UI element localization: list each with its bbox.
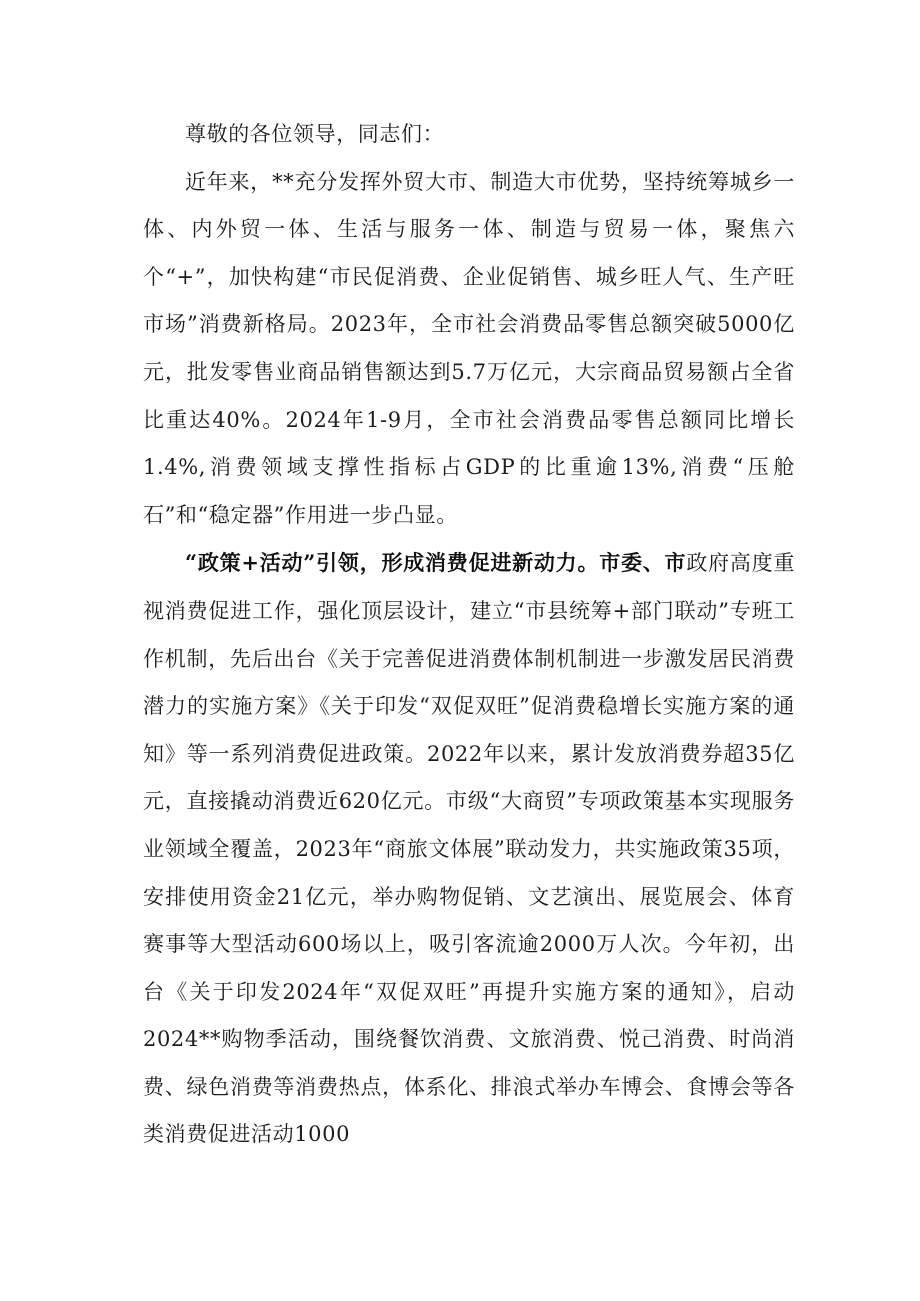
- paragraph-policy-text: 政府高度重视消费促进工作，强化顶层设计，建立“市县统筹+部门联动”专班工作机制，先后出台《关于完善促进消费体制机制进一步激发居民消费潜力的实施方案》《关于印发“双促双旺”促消费稳增长实施方案的通知》等一系列消费促进政策。2022年以来，累计发放消费券超35亿元，直接撬动消费近620亿元。市级“大商贸”专项政策基本实现服务业领域全覆盖，2023年“商旅文体展”联动发力，共实施政策35项，安排使用资金21亿元，举办购物促销、文艺演出、展览展会、体育赛事等大型活动600场以上，吸引客流逾2000万人次。今年初，出台《关于印发2024年“双促双旺”再提升实施方案的通知》，启动2024**购物季活动，围绕餐饮消费、文旅消费、悦己消费、时尚消费、绿色消费等消费热点，体系化、排浪式举办车博会、食博会等各类消费促进活动1000: [143, 551, 796, 1147]
- salutation: 尊敬的各位领导，同志们：: [185, 122, 445, 146]
- paragraph-overview-text: 近年来，**充分发挥外贸大市、制造大市优势，坚持统筹城乡一体、内外贸一体、生活与服务一体、制造与贸易一体，聚焦六个“+”，加快构建“市民促消费、企业促销售、城乡旺人气、生产旺市场”消费新格局。2023年，全市社会消费品零售总额突破5000亿元，批发零售业商品销售额达到5.7万亿元，大宗商品贸易额占全省比重达40%。2024年1-9月，全市社会消费品零售总额同比增长1.4%,消费领域支撑性指标占GDP的比重逾13%,消费“压舱石”和“稳定器”作用进一步凸显。: [143, 169, 795, 527]
- document-body: [143, 111, 795, 1159]
- paragraph-overview: [143, 159, 795, 540]
- paragraph-policy: [143, 539, 795, 1159]
- paragraph-policy-lead: “政策+活动”引领，形成消费促进新动力。市委、市: [185, 550, 687, 576]
